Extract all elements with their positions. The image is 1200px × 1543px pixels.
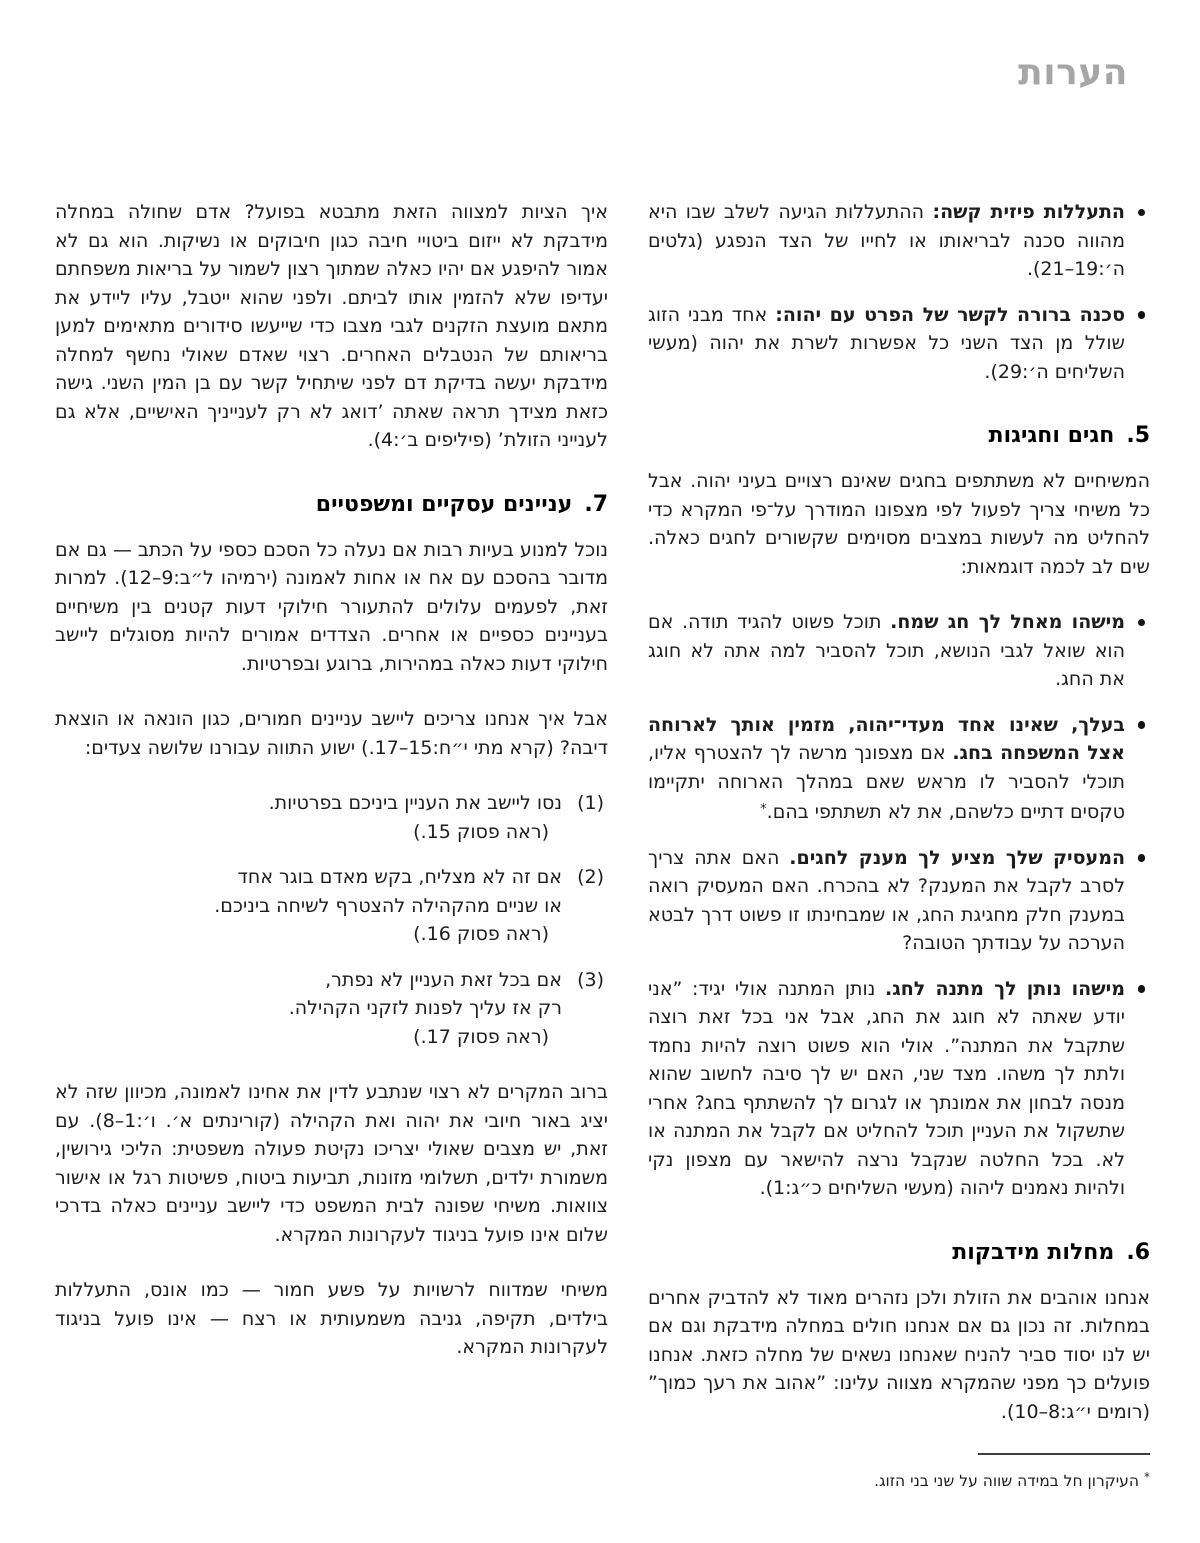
bullet-text: ההתעללות הגיעה לשלב שבו היא מהווה סכנה לבריאותו או לחייו של הצד הנפגע (גלטים ה׳:19–21). [648, 201, 1125, 280]
bullet-dot-icon [1138, 985, 1146, 993]
bullet-dot-icon [1138, 721, 1146, 729]
page-title: הערות [1018, 52, 1128, 93]
step-1 [55, 789, 608, 846]
section-7-number: 7. [584, 491, 608, 517]
three-steps-list [55, 789, 608, 1051]
step-1-number: (1) [577, 792, 604, 814]
bullet-dot-icon [1138, 311, 1146, 319]
section-5-title: חגים וחגיגות [988, 423, 1115, 448]
section-6-heading [648, 1239, 1150, 1266]
footnote-separator [978, 1453, 1150, 1455]
step-2-number: (2) [577, 866, 604, 888]
bullet-lead: בעלך, שאינו אחד מעדי־יהוה, מזמין אותך לארוחה אצל המשפחה בחג. [648, 713, 1125, 764]
section-7-paragraph-3: ברוב המקרים לא רצוי שנתבע לדין את אחינו לאמונה, מכיוון שזה לא יציג באור חיובי את יהוה ואת הקהילה (קורינתים א׳. ו׳:1–8). עם זאת, יש מצבים שאולי יצריכו נקיטת פעולה משפטית: הליכי גירושין, משמורת ילדים, תשלומי מזונות, תביעות ביטוח, פשיטות רגל או אישור צוואות. משיחי שפונה לבית המשפט כדי ליישב עניינים כאלה בדרכי שלום אינו פועל בניגוד לעקרונות המקרא. [55, 1081, 608, 1246]
right-column [648, 198, 1150, 1492]
bullet-dot-icon [1138, 619, 1146, 627]
footnote-asterisk-icon: * [1144, 1470, 1150, 1484]
step-3-number: (3) [577, 968, 604, 991]
section-7-title: עניינים עסקיים ומשפטיים [315, 491, 573, 517]
section-6-title: מחלות מידבקות [952, 1239, 1115, 1265]
two-column-layout [55, 198, 1150, 1492]
section-7-paragraph-1: נוכל למנוע בעיות רבות אם נעלה כל הסכם כספי על הכתב — גם אם מדובר בהסכם עם אח או אחות לאמונה (ירמיהו ל״ב:9–12). למרות זאת, לפעמים עלולים להתעורר חילוקי דעות קטנים בין משיחיים בעניינים כספיים או אחרים. הצדדים אמורים להיות מסוגלים ליישב חילוקי דעות כאלה במהירות, ברוגע ובפרטיות. [55, 538, 608, 675]
section-6-number: 6. [1126, 1239, 1150, 1265]
step-3 [55, 966, 608, 1052]
bullet-lead: המעסיק שלך מציע לך מענק לחגים. [789, 846, 1126, 869]
bullet-item-physical-abuse [648, 198, 1150, 284]
step-1-text: נסו ליישב את העניין ביניכם בפרטיות. [268, 792, 562, 814]
bullet-dot-icon [1138, 854, 1146, 862]
step-3-text-line-2: רק אז עליך לפנות לזקני הקהילה. [288, 997, 562, 1019]
bullet-lead: התעללות פיזית קשה: [932, 201, 1125, 223]
bullet-lead: מישהו מאחל לך חג שמח. [890, 611, 1126, 633]
abuse-bullet-list [648, 198, 1150, 386]
bullet-item-family-meal [648, 711, 1150, 827]
section-5-intro-paragraph: המשיחיים לא משתתפים בחגים שאינם רצויים בעיני יהוה. אבל כל משיחי צריך לפעול לפי מצפונו המודרך על־פי המקרא כדי להחליט מה לעשות במצבים מסוימים שקשורים לחגים כאלה. שים לב לכמה דוגמאות: [648, 470, 1150, 578]
bullet-text: תוכל פשוט להגיד תודה. אם הוא שואל לגבי הנושא, תוכל להסביר למה אתה לא חוגג את החג. [648, 611, 1125, 690]
step-3-text-line-1: אם בכל זאת העניין לא נפתר, [325, 968, 562, 991]
section-7-heading [55, 491, 608, 518]
section-7-paragraph-4: משיחי שמדווח לרשויות על פשע חמור — כמו אונס, התעללות בילדים, תקיפה, גניבה משמעותית או רצח — אינו פועל בניגוד לעקרונות המקרא. [55, 1279, 608, 1358]
bullet-item-holiday-gift [648, 975, 1150, 1203]
bullet-lead: מישהו נותן לך מתנה לחג. [884, 977, 1125, 1000]
bullet-text: אם מצפונך מרשה לך להצטרף אליו, תוכלי להסביר לו מראש שאם במהלך הארוחה יתקיימו טקסים דתיים כלשהם, את לא תשתתפי בהם. [648, 742, 1125, 823]
section-5-heading [648, 422, 1150, 449]
section-5-number: 5. [1126, 423, 1150, 448]
section-7-paragraph-2: אבל איך אנחנו צריכים ליישב עניינים חמורים, כגון הונאה או הוצאת דיבה? (קרא מתי י״ח:15–17.) ישוע התווה עבורנו שלושה צעדים: [55, 708, 608, 759]
bullet-text: נותן המתנה אולי יגיד: ”אני יודע שאתה לא חוגג את החג, אבל אני בכל זאת רוצה שתקבל את המתנה”. אולי הוא פשוט רוצה להיות נחמד ולתת לך משהו. מצד שני, האם יש לך סיבה לחשוב שהוא מנסה לבחון את אמונתך או לגרום לך להשתתף בחג? אחרי שתשקול את העניין תוכל להחליט אם לקבל את המתנה או לא. בכל החלטה שנקבל נרצה להישאר עם מצפון נקי ולהיות נאמנים ליהוה (מעשי השליחים כ״ג:1). [648, 977, 1125, 1199]
step-2-text-line-2: או שניים מהקהילה להצטרף לשיחה ביניכם. [214, 894, 562, 917]
bullet-text: אחד מבני הזוג שולל מן הצד השני כל אפשרות לשרת את יהוה (מעשי השליחים ה׳:29). [648, 303, 1125, 383]
contagious-disease-paragraph: איך הציות למצווה הזאת מתבטא בפועל? אדם שחולה במחלה מידבקת לא ייזום ביטויי חיבה כגון חיבוקים או נשיקות. הוא גם לא אמור להיפגע אם יהיו כאלה שמתוך רצון לשמור על בריאות משפחתם יעדיפו שלא להזמין אותו לביתם. ולפני שהוא ייטבל, עליו ליידע את מתאם מועצת הזקנים לגבי מצבו כדי שייעשו סידורים מתאימים למען בריאותם של הנטבלים האחרים. רצוי שאדם שאולי נחשף למחלה מידבקת יעשה בדיקת דם לפני שיתחיל קשר עם בן המין השני. גישה כזאת מצידך תראה שאתה ’דואג לא רק לענייניך האישיים, אלא גם לענייני הזולת’ (פיליפים ב׳:4). [55, 201, 608, 451]
footnote-text: העיקרון חל במידה שווה על שני בני הזוג. [874, 1472, 1139, 1490]
bullet-lead: סכנה ברורה לקשר של הפרט עם יהוה: [775, 303, 1125, 326]
footnote [648, 1467, 1150, 1492]
left-column [55, 198, 608, 1389]
bullet-dot-icon [1138, 209, 1146, 217]
holidays-bullet-list [648, 608, 1150, 1203]
bullet-text: האם אתה צריך לסרב לקבל את המענק? לא בהכרח. האם המעסיק רואה במענק חלק מחגיגת החג, או שמבחינתו זו פשוט דרך לבטא הערכה על עבודתך הטובה? [648, 846, 1125, 954]
bullet-item-spiritual-danger [648, 301, 1150, 387]
bullet-item-holiday-greeting [648, 608, 1150, 694]
step-2 [55, 863, 608, 949]
footnote-asterisk-icon: * [760, 802, 767, 817]
step-2-citation: (ראה פסוק 16.) [413, 923, 549, 945]
bullet-item-holiday-bonus [648, 844, 1150, 958]
step-1-citation: (ראה פסוק 15.) [413, 820, 549, 843]
step-2-text-line-1: אם זה לא מצליח, בקש מאדם בוגר אחד [237, 866, 562, 888]
section-6-paragraph: אנחנו אוהבים את הזולת ולכן נזהרים מאוד לא להדביק אחרים במחלות. זה נכון גם אם אנחנו חולים במחלה מידבקת וגם אם יש לנו יסוד סביר להניח שאנחנו נשאים של מחלה כזאת. אנחנו פועלים כך מפני שהמקרא מצווה עלינו: ”אהוב את רעך כמוך” (רומים י״ג:8–10). [648, 1286, 1150, 1423]
step-3-citation: (ראה פסוק 17.) [413, 1025, 549, 1048]
